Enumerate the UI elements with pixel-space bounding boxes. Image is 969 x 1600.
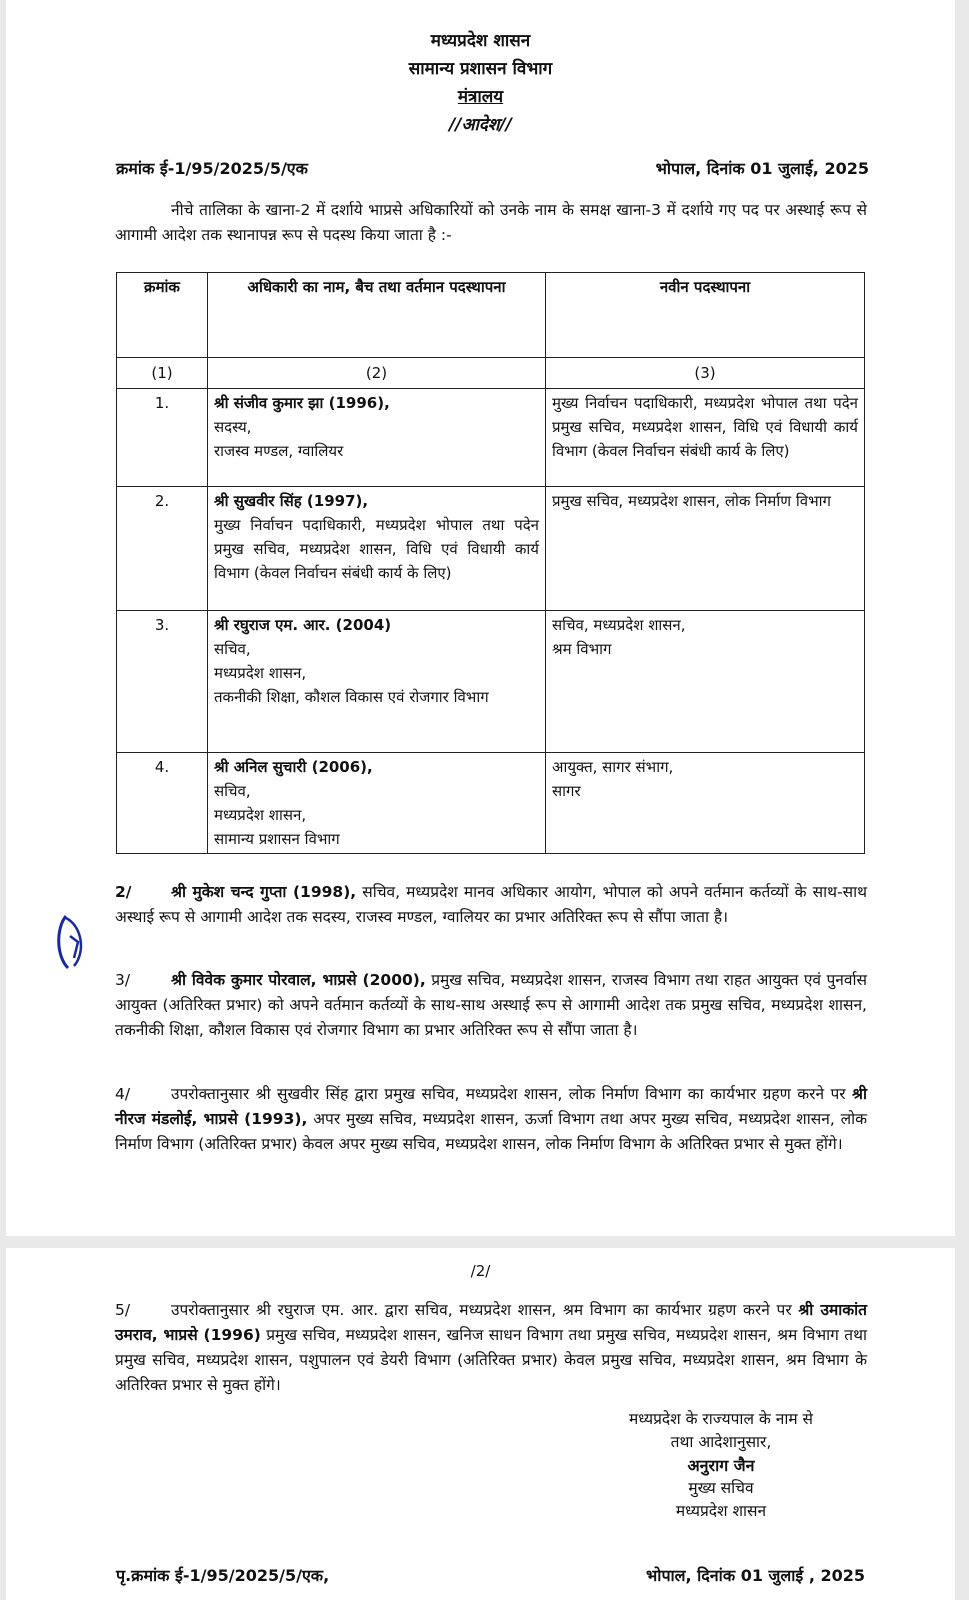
row-current [208, 611, 546, 753]
index-2: (2) [208, 358, 546, 389]
header-serial: क्रमांक [117, 273, 208, 358]
current-line: राजस्व मण्डल, ग्वालियर [214, 442, 344, 460]
signatory-office: मध्यप्रदेश शासन [675, 1502, 767, 1520]
header-govt: मध्यप्रदेश शासन [430, 31, 531, 51]
row-new-posting: प्रमुख सचिव, मध्यप्रदेश शासन, लोक निर्माण विभाग [546, 487, 865, 611]
current-line: सचिव, [214, 640, 251, 658]
paragraph-4: 4/ उपरोक्तानुसार श्री सुखवीर सिंह द्वारा प्रमुख सचिव, मध्यप्रदेश शासन, लोक निर्माण विभाग का कार्यभार ग्रहण करने पर श्री नीरज मंडलोई, भाप्रसे (1993), अपर मुख्य सचिव, मध्यप्रदेश शासन, ऊर्जा विभाग तथा अपर मुख्य सचिव, मध्यप्रदेश शासन, लोक निर्माण विभाग (अतिरिक्त प्रभार) केवल अपर मुख्य सचिव, मध्यप्रदेश शासन, लोक निर्माण विभाग के अतिरिक्त प्रभार से मुक्त होंगे। [115, 1082, 867, 1157]
order-date: भोपाल, दिनांक 01 जुलाई, 2025 [655, 159, 869, 178]
paragraph-3: 3/ श्री विवेक कुमार पोरवाल, भाप्रसे (2000), प्रमुख सचिव, मध्यप्रदेश शासन, राजस्व विभाग तथा राहत आयुक्त एवं पुनर्वास आयुक्त (अतिरिक्त प्रभार) को अपने वर्तमान कर्तव्यों के साथ-साथ अस्थाई रूप से आगामी आदेश तक प्रमुख सचिव, मध्यप्रदेश शासन, तकनीकी शिक्षा, कौशल विकास एवं रोजगार विभाग का प्रभार अतिरिक्त रूप से सौंपा जाता है। [115, 968, 867, 1043]
endorsement-number: पृ.क्रमांक ई-1/95/2025/5/एक, [116, 1566, 330, 1585]
table-row [117, 611, 865, 753]
officer-name: श्री उमाकांत उमराव, भाप्रसे (1996) [115, 1301, 867, 1344]
row-current [208, 753, 546, 854]
officer-name: श्री संजीव कुमार झा (1996), [214, 394, 390, 412]
index-3: (3) [546, 358, 865, 389]
table-row [117, 753, 865, 854]
signature-line-1: मध्यप्रदेश के राज्यपाल के नाम से [628, 1410, 814, 1428]
signatory-name: अनुराग जैन [687, 1456, 755, 1475]
current-line: मध्यप्रदेश शासन, [214, 664, 307, 682]
header-order: //आदेश// [449, 115, 512, 135]
table-row [117, 487, 865, 611]
officer-name: श्री सुखवीर सिंह (1997), [214, 492, 369, 510]
header-department: सामान्य प्रशासन विभाग [408, 59, 553, 79]
signature-line-2: तथा आदेशानुसार, [670, 1433, 772, 1451]
signatory-designation: मुख्य सचिव [688, 1479, 754, 1497]
row-current [208, 487, 546, 611]
table-index-row [117, 358, 865, 389]
row-num: 4. [117, 753, 208, 854]
row-num: 2. [117, 487, 208, 611]
row-new-posting: मुख्य निर्वाचन पदाधिकारी, मध्यप्रदेश भोपाल तथा पदेन प्रमुख सचिव, मध्यप्रदेश शासन, विधि एवं विधायी कार्य विभाग (केवल निर्वाचन संबंधी कार्य के लिए) [546, 389, 865, 487]
row-num: 3. [117, 611, 208, 753]
handwritten-mark-icon [52, 912, 92, 972]
endorsement-date: भोपाल, दिनांक 01 जुलाई , 2025 [646, 1566, 865, 1585]
paragraph-5: 5/ उपरोक्तानुसार श्री रघुराज एम. आर. द्वारा सचिव, मध्यप्रदेश शासन, श्रम विभाग का कार्यभार ग्रहण करने पर श्री उमाकांत उमराव, भाप्रसे (1996) प्रमुख सचिव, मध्यप्रदेश शासन, खनिज साधन विभाग तथा प्रमुख सचिव, मध्यप्रदेश शासन, श्रम विभाग तथा प्रमुख सचिव, मध्यप्रदेश शासन, पशुपालन एवं डेयरी विभाग (अतिरिक्त प्रभार) केवल प्रमुख सचिव, मध्यप्रदेश शासन, श्रम विभाग के अतिरिक्त प्रभार से मुक्त होंगे। [115, 1298, 867, 1398]
para-number: 4/ [115, 1085, 131, 1103]
current-line: सचिव, [214, 782, 251, 800]
current-line: मध्यप्रदेश शासन, [214, 806, 307, 824]
para-number: 5/ [115, 1301, 131, 1319]
officer-name: श्री रघुराज एम. आर. (2004) [214, 616, 392, 634]
table-row [117, 389, 865, 487]
page-one [6, 0, 955, 1236]
current-line: मुख्य निर्वाचन पदाधिकारी, मध्यप्रदेश भोपाल तथा पदेन प्रमुख सचिव, मध्यप्रदेश शासन, विधि एवं विधायी कार्य विभाग (केवल निर्वाचन संबंधी कार्य के लिए) [214, 516, 539, 582]
intro-paragraph: नीचे तालिका के खाना-2 में दर्शाये भाप्रसे अधिकारियों को उनके नाम के समक्ष खाना-3 में दर्शाये गए पद पर अस्थाई रूप से आगामी आदेश तक स्थानापन्न रूप से पदस्थ किया जाता है :- [115, 201, 867, 244]
page-marker: /2/ [470, 1262, 491, 1280]
officer-name: श्री अनिल सुचारी (2006), [214, 758, 373, 776]
paragraph-2: 2/ श्री मुकेश चन्द गुप्ता (1998), सचिव, मध्यप्रदेश मानव अधिकार आयोग, भोपाल को अपने वर्तमान कर्तव्यों के साथ-साथ अस्थाई रूप से आगामी आदेश तक सदस्य, राजस्व मण्डल, ग्वालियर का प्रभार अतिरिक्त रूप से सौंपा जाता है। [115, 880, 867, 930]
row-current [208, 389, 546, 487]
signature-block [586, 1408, 856, 1523]
order-number: क्रमांक ई-1/95/2025/5/एक [116, 159, 308, 178]
officer-name: श्री विवेक कुमार पोरवाल, भाप्रसे (2000), [171, 971, 426, 989]
table-header-row [117, 273, 865, 358]
header-ministry: मंत्रालय [457, 87, 504, 107]
officer-name: श्री नीरज मंडलोई, भाप्रसे (1993), [115, 1085, 867, 1128]
current-line: सामान्य प्रशासन विभाग [214, 830, 340, 848]
index-1: (1) [117, 358, 208, 389]
current-line: सदस्य, [214, 418, 252, 436]
row-new-posting: सचिव, मध्यप्रदेश शासन, श्रम विभाग [546, 611, 865, 753]
para-number: 3/ [115, 971, 131, 989]
header-officer: अधिकारी का नाम, बैच तथा वर्तमान पदस्थापना [208, 273, 546, 358]
header-new-posting: नवीन पदस्थापना [546, 273, 865, 358]
current-line: तकनीकी शिक्षा, कौशल विकास एवं रोजगार विभाग [214, 688, 489, 706]
row-num: 1. [117, 389, 208, 487]
posting-table [116, 272, 865, 854]
officer-name: श्री मुकेश चन्द गुप्ता (1998), [171, 883, 357, 901]
row-new-posting: आयुक्त, सागर संभाग, सागर [546, 753, 865, 854]
page-two [6, 1248, 955, 1600]
para-number: 2/ [115, 883, 132, 901]
